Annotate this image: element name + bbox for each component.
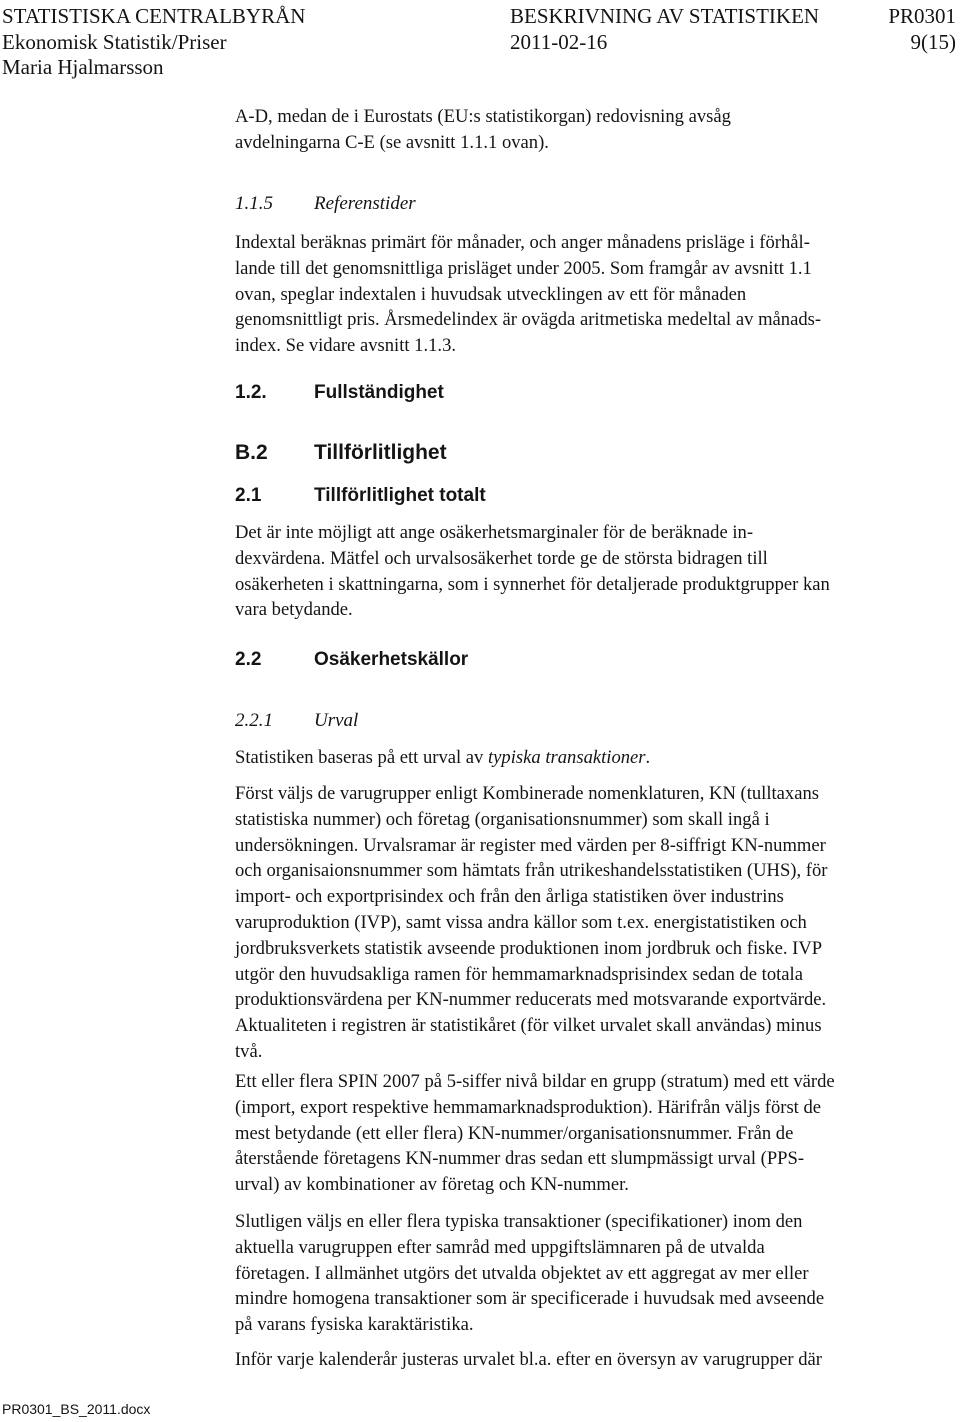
text-line: Det är inte möjligt att ange osäkerhetsmarginaler för de beräknade in-	[235, 522, 754, 543]
section-number: 1.2.	[235, 382, 267, 403]
text-line: index. Se vidare avsnitt 1.1.3.	[235, 335, 457, 357]
header-date: 2011-02-16	[510, 30, 608, 54]
section-body	[235, 230, 950, 359]
text-line: Aktualiteten i registren är statistikåret (för vilket urvalet skall användas) minus	[235, 1015, 822, 1037]
section-number: 2.2	[235, 649, 262, 670]
text-line: Ett eller flera SPIN 2007 på 5-siffer nivå bildar en grupp (stratum) med ett värde	[235, 1071, 835, 1092]
text-line: och organisaionsnummer som hämtats från utrikeshandelsstatistiken (UHS), för	[235, 860, 828, 882]
text-line: A-D, medan de i Eurostats (EU:s statistikorgan) redovisning avsåg	[235, 106, 731, 127]
text-line: aktuella varugruppen efter samråd med uppgiftslämnaren på de utvalda	[235, 1236, 765, 1258]
text-line: produktionsvärdena per KN-nummer reducerats med motsvarande exportvärde.	[235, 989, 827, 1011]
text-line: Först väljs de varugrupper enligt Kombinerade nomenklaturen, KN (tulltaxans	[235, 783, 820, 804]
text-line: utgör den huvudsakliga ramen för hemmamarknadsprisindex sedan de totala	[235, 963, 803, 985]
section-number: 1.1.5	[235, 193, 273, 214]
text-line: Slutligen väljs en eller flera typiska transaktioner (specifikationer) inom den	[235, 1211, 803, 1232]
text-line: import- och exportprisindex och från den årliga statistiken över industrins	[235, 886, 784, 908]
section-title: Tillförlitlighet	[314, 441, 447, 464]
text-line: mest betydande (ett eller flera) KN-nummer/organisationsnummer. Från de	[235, 1122, 794, 1144]
section-lead	[235, 745, 950, 771]
section-title: Referenstider	[314, 193, 416, 214]
body-paragraph	[235, 1347, 950, 1373]
text-line: jordbruksverkets statistik avseende produktionen inom jordbruk och fiske. IVP	[235, 937, 823, 959]
lead-emphasis: typiska transaktioner	[488, 747, 646, 768]
section-title: Osäkerhetskällor	[314, 649, 469, 670]
footer-filename: PR0301_BS_2011.docx	[2, 1401, 151, 1417]
text-line: Inför varje kalenderår justeras urvalet bl.a. efter en översyn av varugrupper där	[235, 1349, 822, 1370]
body-paragraph	[235, 1209, 950, 1338]
section-number: B.2	[235, 441, 268, 464]
header-author: Maria Hjalmarsson	[2, 55, 164, 79]
header-page-number: 9(15)	[910, 30, 956, 54]
text-line: varuproduktion (IVP), samt vissa andra källor som t.ex. energistatistiken och	[235, 911, 807, 933]
lead-end: .	[645, 747, 651, 768]
text-line: statistiska nummer) och företag (organisationsnummer) som skall ingå i	[235, 808, 770, 830]
body-paragraph	[235, 1069, 950, 1198]
text-line: genomsnittligt pris. Årsmedelindex är ovägda aritmetiska medeltal av månads-	[235, 309, 822, 331]
text-line: företagen. I allmänhet utgörs det utvalda objektet av ett aggregat av mer eller	[235, 1262, 809, 1284]
section-number: 2.2.1	[235, 710, 273, 731]
text-line: avdelningarna C-E (se avsnitt 1.1.1 ovan).	[235, 131, 549, 153]
text-line: osäkerheten i skattningarna, som i synnerhet för detaljerade produktgrupper kan	[235, 573, 830, 595]
text-line: lande till det genomsnittliga prisläget under 2005. Som framgår av avsnitt 1.1	[235, 257, 812, 279]
section-number: 2.1	[235, 485, 262, 506]
body-paragraph	[235, 781, 950, 1065]
section-title: Tillförlitlighet totalt	[314, 485, 486, 506]
text-line: på varans fysiska karaktäristika.	[235, 1314, 474, 1336]
lead-text: Statistiken baseras på ett urval av	[235, 747, 489, 768]
text-line	[235, 745, 950, 771]
header-doc-type: BESKRIVNING AV STATISTIKEN	[510, 4, 820, 28]
section-title: Urval	[314, 710, 359, 731]
text-line: återstående företagens KN-nummer dras sedan ett slumpmässigt urval (PPS-	[235, 1148, 805, 1170]
section-title: Fullständighet	[314, 382, 444, 403]
text-line: mindre homogena transaktioner som är specificerade i huvudsak med avseende	[235, 1288, 825, 1310]
text-line: ovan, speglar indextalen i huvudsak utvecklingen av ett för månaden	[235, 283, 747, 305]
text-line: dexvärdena. Mätfel och urvalsosäkerhet torde ge de största bidragen till	[235, 547, 768, 569]
text-line: två.	[235, 1040, 263, 1062]
text-line: vara betydande.	[235, 599, 353, 621]
text-line: Indextal beräknas primärt för månader, och anger månadens prisläge i förhål-	[235, 232, 810, 253]
header-dept: Ekonomisk Statistik/Priser	[2, 30, 227, 54]
intro-paragraph	[235, 104, 950, 156]
text-line: undersökningen. Urvalsramar är register med värden per 8-siffrigt KN-nummer	[235, 834, 826, 856]
section-body	[235, 520, 950, 623]
header-org: STATISTISKA CENTRALBYRÅN	[2, 4, 306, 28]
text-line: (import, export respektive hemmamarknadsproduktion). Härifrån väljs först de	[235, 1096, 822, 1118]
text-line: urval) av kombinationer av företag och KN-nummer.	[235, 1174, 629, 1196]
header-doc-code: PR0301	[888, 4, 956, 28]
